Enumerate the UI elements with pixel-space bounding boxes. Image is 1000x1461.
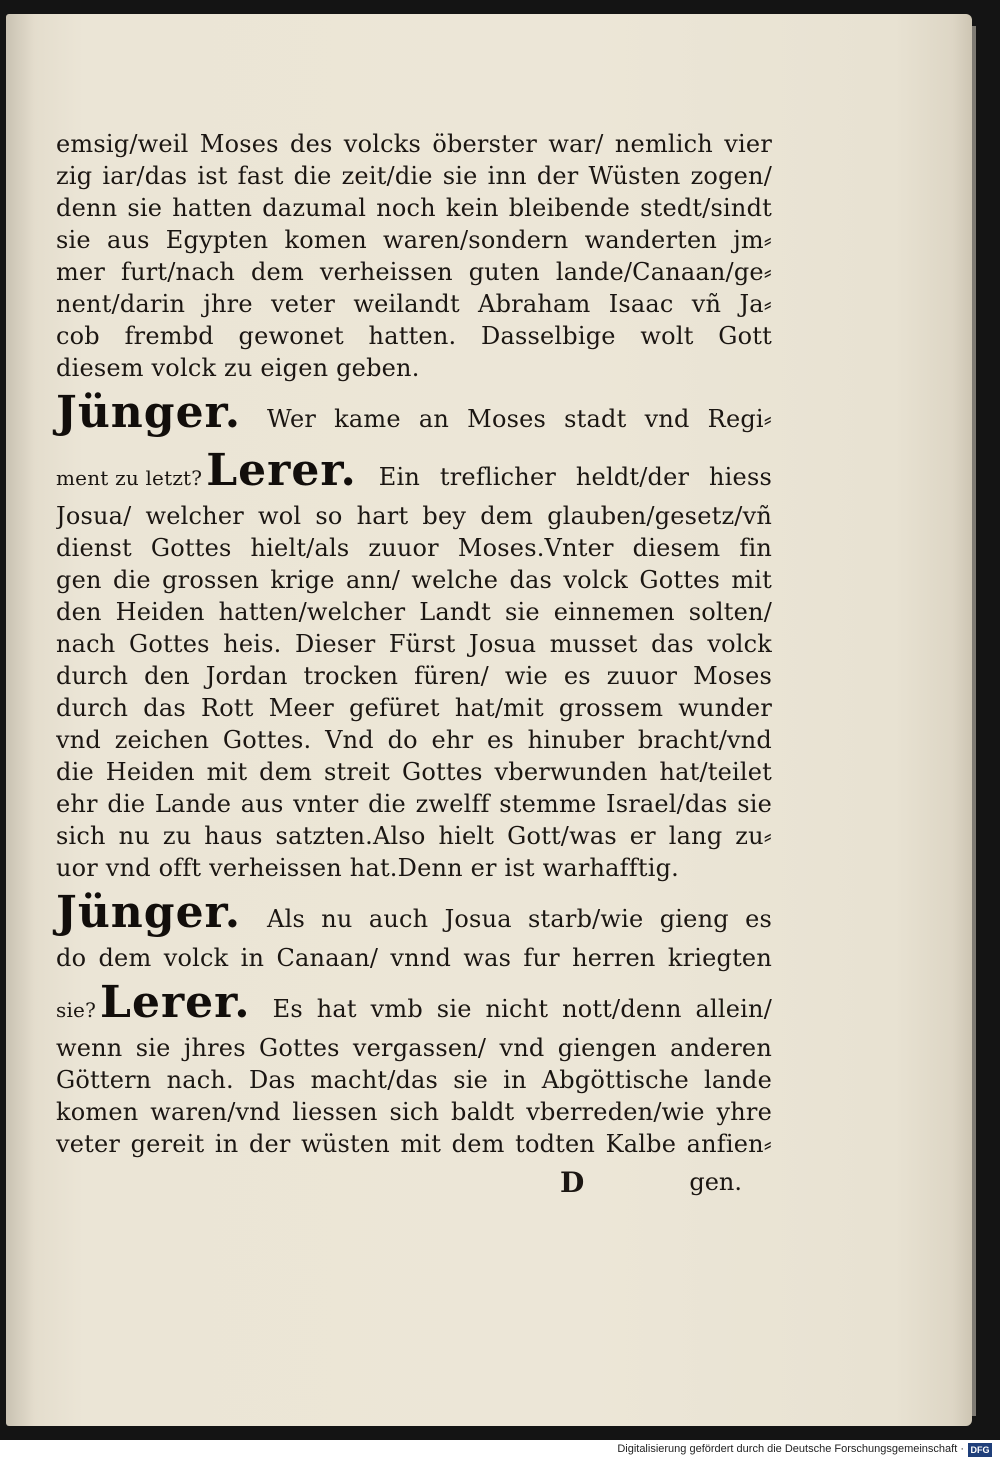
text-line: dienst Gottes hielt/als zuuor Moses.Vnter diesem fin	[56, 534, 772, 562]
speaker-label-lerer: Lerer.	[100, 977, 251, 1028]
text-line: do dem volck in Canaan/ vnnd was fur herren kriegten	[56, 944, 772, 972]
text-line: mer furt/nach dem verheissen guten lande/Canaan/ge⸗	[56, 258, 772, 286]
text-line: vnd zeichen Gottes. Vnd do ehr es hinuber bracht/vnd	[56, 726, 772, 754]
catchword: gen.	[689, 1168, 742, 1196]
question-text: Wer kame an Moses stadt vnd Regi⸗	[267, 405, 772, 433]
text-line: wenn sie jhres Gottes vergassen/ vnd giengen anderen	[56, 1034, 772, 1062]
question-end-text: sie?	[56, 998, 97, 1022]
text-line: diesem volck zu eigen geben.	[56, 354, 420, 382]
text-line: sie aus Egypten komen waren/sondern wanderten jm⸗	[56, 226, 772, 254]
dfg-logo-icon: DFG	[968, 1443, 992, 1457]
signature-mark: D	[560, 1166, 585, 1199]
text-line: die Heiden mit dem streit Gottes vberwunden hat/teilet	[56, 758, 772, 786]
text-line: Josua/ welcher wol so hart bey dem glauben/gesetz/vñ	[56, 502, 772, 530]
text-line: durch den Jordan trocken füren/ wie es zuuor Moses	[56, 662, 772, 690]
speaker-label-juenger: Jünger.	[56, 887, 242, 938]
dialog-question-line	[56, 384, 772, 442]
text-line: zig iar/das ist fast die zeit/die sie inn der Wüsten zogen/	[56, 162, 772, 190]
dialog-answer-line	[56, 974, 772, 1032]
text-line: durch das Rott Meer gefüret hat/mit grossem wunder	[56, 694, 772, 722]
dialog-question-line	[56, 884, 772, 942]
digitization-footer	[0, 1440, 1000, 1461]
text-line: uor vnd offt verheissen hat.Denn er ist warhafftig.	[56, 854, 679, 882]
page-edge	[972, 26, 976, 1416]
text-line: cob frembd gewonet hatten. Dasselbige wolt Gott	[56, 322, 772, 350]
answer-text: Ein treflicher heldt/der hiess	[378, 463, 772, 491]
question-text: Als nu auch Josua starb/wie gieng es	[267, 905, 772, 933]
main-text-block	[56, 128, 772, 1160]
text-line: emsig/weil Moses des volcks öberster war/ nemlich vier	[56, 130, 772, 158]
speaker-label-lerer: Lerer.	[206, 445, 357, 496]
text-line: nach Gottes heis. Dieser Fürst Josua musset das volck	[56, 630, 772, 658]
text-line: nent/darin jhre veter weilandt Abraham Isaac vñ Ja⸗	[56, 290, 772, 318]
text-line: sich nu zu haus satzten.Also hielt Gott/was er lang zu⸗	[56, 822, 772, 850]
answer-text: Es hat vmb sie nicht nott/denn allein/	[272, 995, 772, 1023]
text-line: gen die grossen krige ann/ welche das volck Gottes mit	[56, 566, 772, 594]
text-line: ehr die Lande aus vnter die zwelff stemme Israel/das sie	[56, 790, 772, 818]
text-line: den Heiden hatten/welcher Landt sie einnemen solten/	[56, 598, 772, 626]
text-line: veter gereit in der wüsten mit dem todten Kalbe anfien⸗	[56, 1130, 772, 1158]
text-line: komen waren/vnd liessen sich baldt vberreden/wie yhre	[56, 1098, 772, 1126]
speaker-label-juenger: Jünger.	[56, 387, 242, 438]
dfg-credit-text: Digitalisierung gefördert durch die Deutsche Forschungsgemeinschaft ·	[617, 1443, 964, 1455]
question-end-text: ment zu letzt?	[56, 466, 203, 490]
text-line: Göttern nach. Das macht/das sie in Abgöttische lande	[56, 1066, 772, 1094]
text-line: denn sie hatten dazumal noch kein bleibende stedt/sindt	[56, 194, 772, 222]
dialog-answer-line	[56, 442, 772, 500]
